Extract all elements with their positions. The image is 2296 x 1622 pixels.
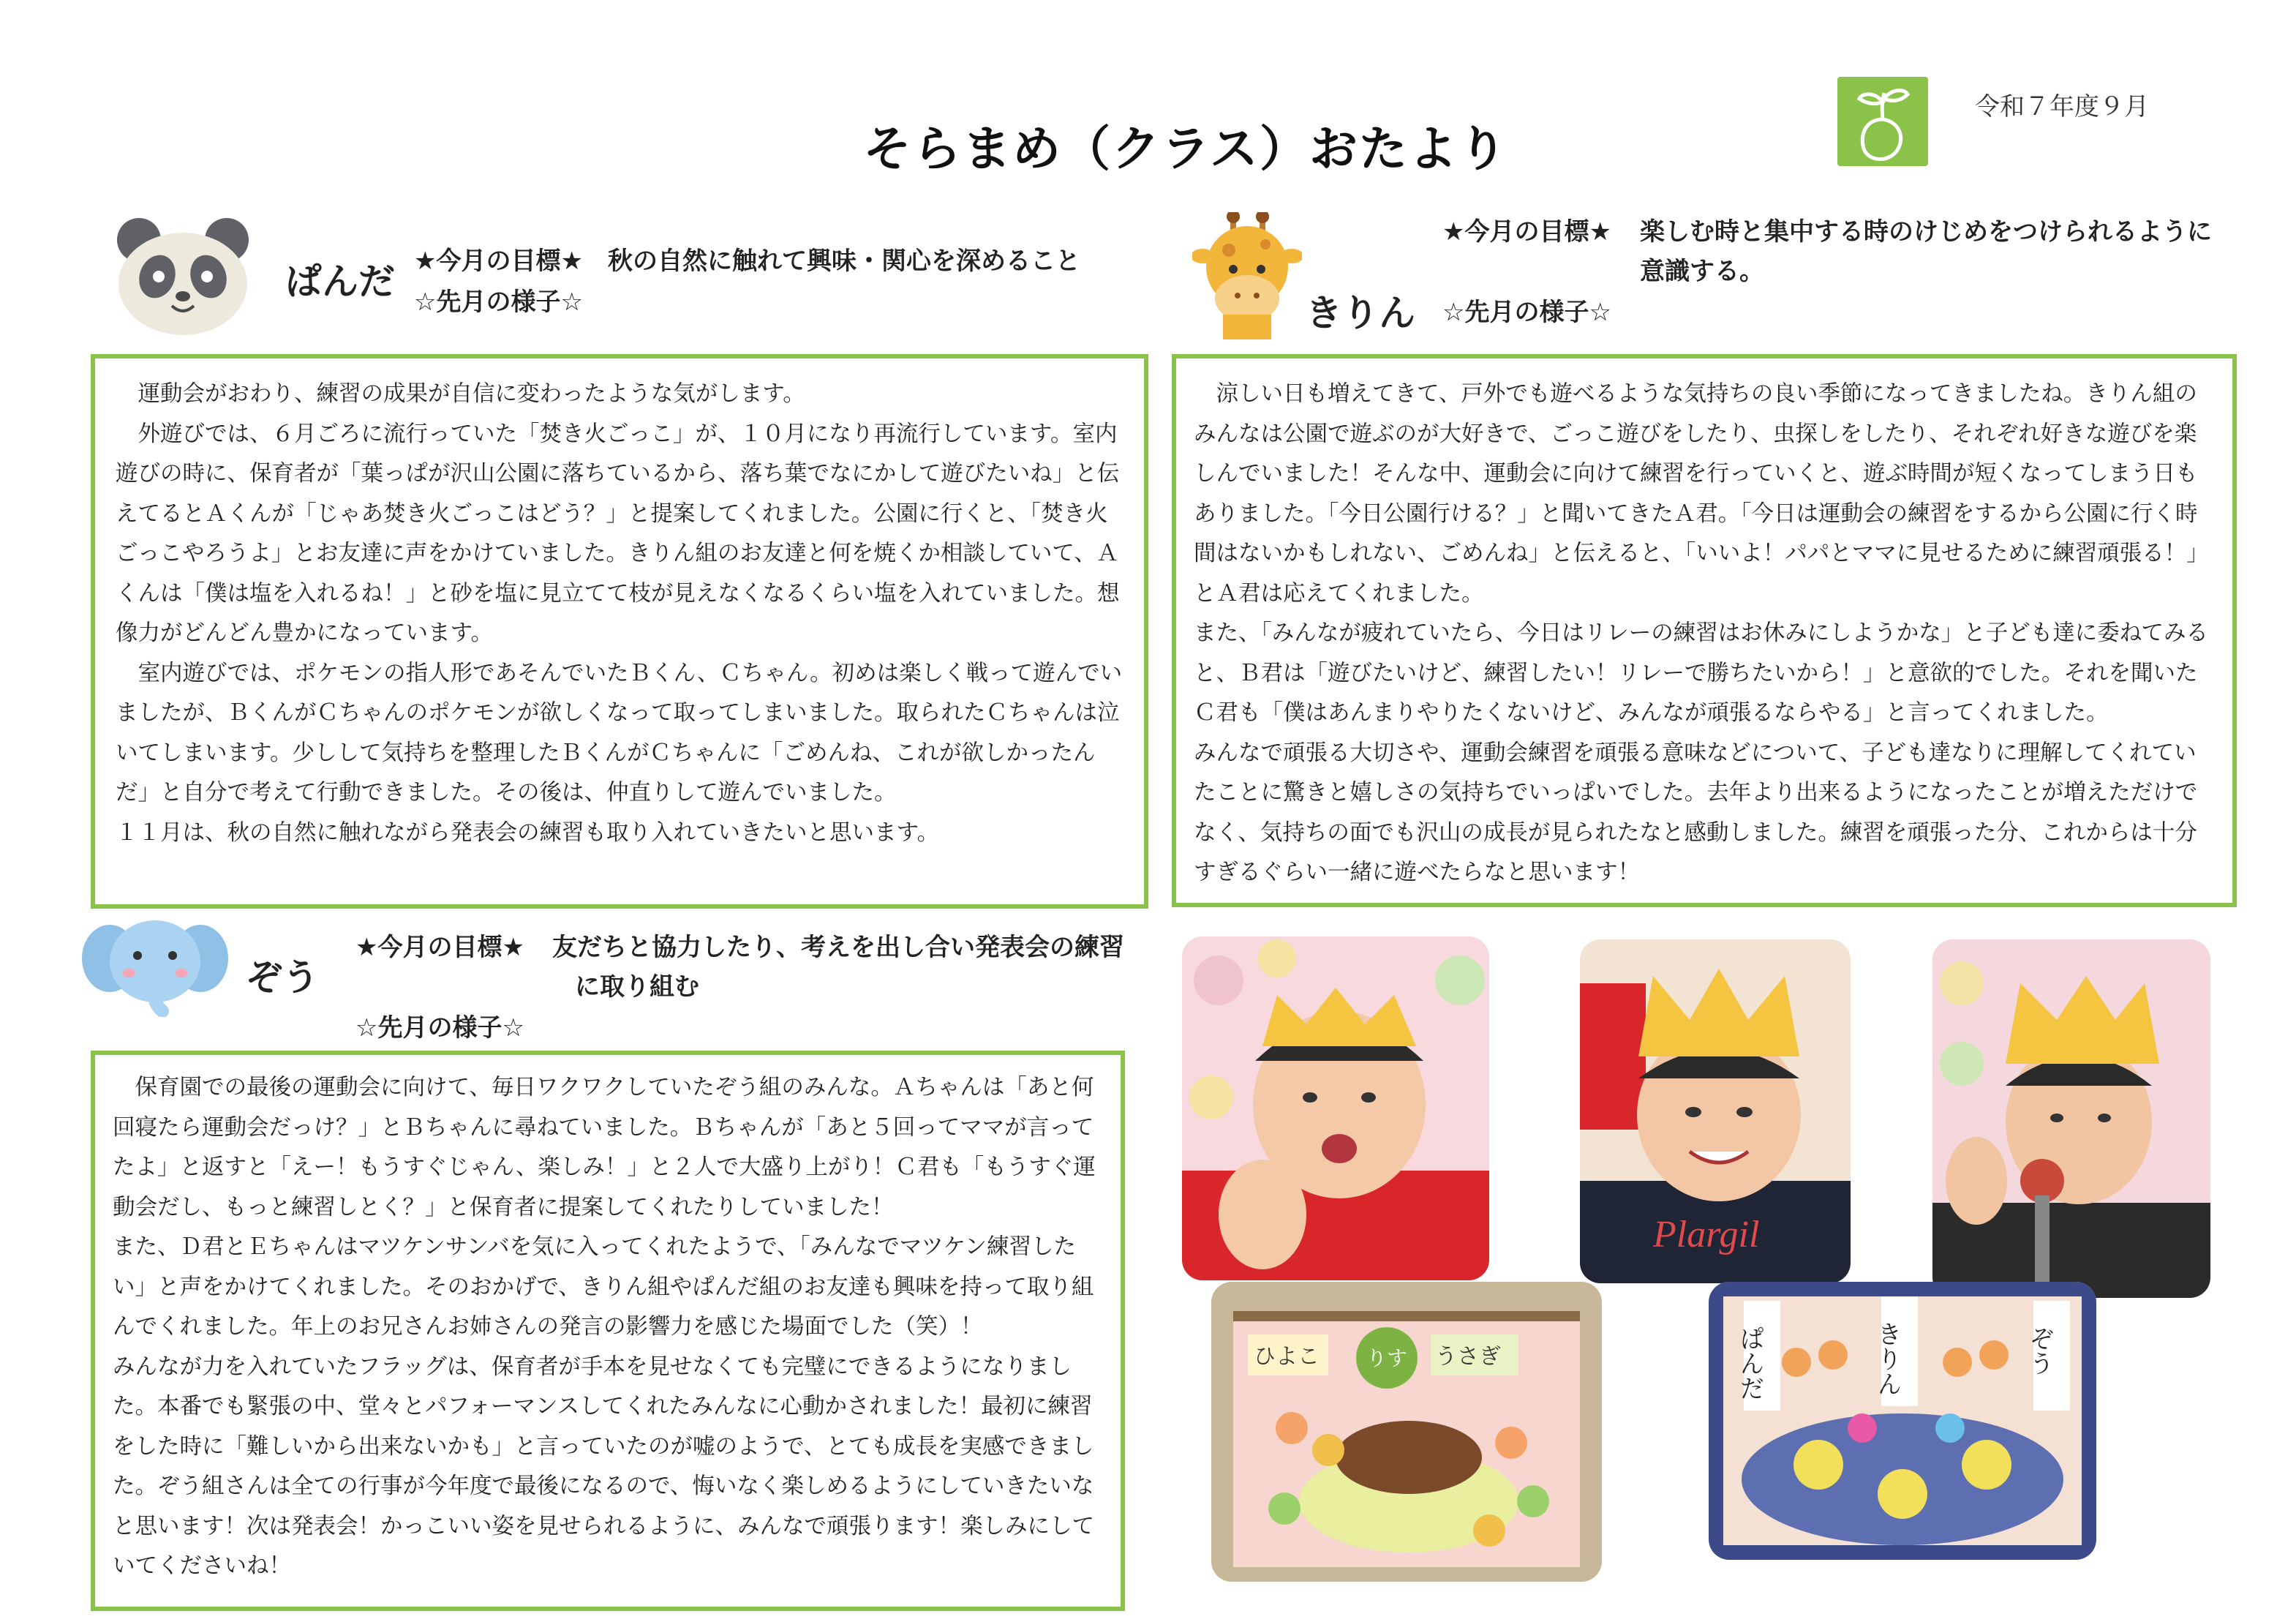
- kirin-goal-line1: 楽しむ時と集中する時のけじめをつけられるように: [1640, 217, 2212, 247]
- zou-report-box: [91, 1051, 1125, 1611]
- board-sign-kirin: きりん: [1872, 1321, 1902, 1396]
- panda-class-name: ぱんだ: [285, 260, 395, 303]
- class-logo: [1837, 77, 1928, 166]
- kirin-goal-line2: 意識する。: [1640, 257, 1764, 286]
- board-sign-usagi: うさぎ: [1435, 1344, 1501, 1370]
- panda-report-box: [91, 354, 1148, 909]
- giraffe-icon: [1192, 212, 1302, 343]
- panda-report-text: 運動会がおわり、練習の成果が自信に変わったような気がします。 外遊びでは、６月ごろに流行っていた「焚き火ごっこ」が、１０月になり再流行しています。室内遊びの時に、保育者が「葉っぱが沢山公園に落ちているから、落ち葉でなにかして遊びたいね」と伝えてるとＡくんが「じゃあ焚き火ごっこはどう？」と提案してくれました。公園に行くと、「焚き火ごっこやろうよ」とお友達に声をかけていました。きりん組のお友達と何を焼くか相談していて、Ａくんは「僕は塩を入れるね！」と砂を塩に見立てて枝が見えなくなるくらい塩を入れていました。想像力がどんどん豊かになっています。 室内遊びでは、ポケモンの指人形であそんでいたＢくん、Ｃちゃん。初めは楽しく戦って遊んでいましたが、ＢくんがＣちゃんのポケモンが欲しくなって取ってしまいました。取られたＣちゃんは泣いてしまいます。少しして気持ちを整理したＢくんがＣちゃんに「ごめんね、これが欲しかったんだ」と自分で考えて行動できました。その後は、仲直りして遊んでいました。 １１月は、秋の自然に触れながら発表会の練習も取り入れていきたいと思います。: [116, 381, 1123, 846]
- zou-report-text: 保育園での最後の運動会に向けて、毎日ワクワクしていたぞう組のみんな。Ａちゃんは「あと何回寝たら運動会だっけ？」とＢちゃんに尋ねていました。Ｂちゃんが「あと５回ってママが言ってたよ」と返すと「えー！もうすぐじゃん、楽しみ！」と２人で大盛り上がり！Ｃ君も「もうすぐ運動会だし、もっと練習しとく？」と保育者に提案してくれたりしていました！ また、Ｄ君とＥちゃんはマツケンサンバを気に入ってくれたようで、「みんなでマツケン練習したい」と声をかけてくれました。そのおかげで、きりん組やぱんだ組のお友達も興味を持って取り組んでくれました。年上のお兄さんお姉さんの発言の影響力を感じた場面でした（笑）！ みんなが力を入れていたフラッグは、保育者が手本を見せなくても完璧にできるようになりました。本番でも緊張の中、堂々とパフォーマンスしてくれたみんなに心動かされました！最初に練習をした時に「難しいから出来ないかも」と言っていたのが嘘のようで、とても成長を実感できました。ぞう組さんは全ての行事が今年度で最後になるので、悔いなく楽しめるようにしていきたいなと思います！次は発表会！かっこいい姿を見せられるように、みんなで頑張ります！楽しみにしていてくださいね！: [113, 1075, 1096, 1579]
- board-sign-panda: ぱんだ: [1735, 1326, 1764, 1400]
- page-title: そらまめ（クラス）おたより: [863, 121, 1509, 177]
- kirin-last-month-heading: ☆先月の様子☆: [1442, 298, 1611, 327]
- zou-goal-label: ★今月の目標★: [355, 933, 524, 962]
- photo-child-crown-2: [1580, 939, 1851, 1283]
- issue-date: 令和７年度９月: [1975, 92, 2149, 121]
- zou-last-month-heading: ☆先月の様子☆: [355, 1013, 524, 1043]
- board-sign-risu: りす: [1366, 1346, 1408, 1370]
- panda-goal: ★今月の目標★ 秋の自然に触れて興味・関心を深めること: [414, 247, 1080, 276]
- photo-child-crown-1: [1182, 936, 1489, 1280]
- kirin-report-text: 涼しい日も増えてきて、戸外でも遊べるような気持ちの良い季節になってきましたね。きりん組のみんなは公園で遊ぶのが大好きで、ごっこ遊びをしたり、虫探しをしたり、それぞれ好きな遊びを楽しんでいました！そんな中、運動会に向けて練習を行っていくと、遊ぶ時間が短くなってしまう日もありました。「今日公園行ける？」と聞いてきたＡ君。「今日は運動会の練習をするから公園に行く時間はないかもしれない、ごめんね」と伝えると、「いいよ！パパとママに見せるために練習頑張る！」とＡ君は応えてくれました。 また、「みんなが疲れていたら、今日はリレーの練習はお休みにしようかな」と子ども達に委ねてみると、Ｂ君は「遊びたいけど、練習したい！リレーで勝ちたいから！」と意欲的でした。それを聞いたＣ君も「僕はあんまりやりたくないけど、みんなが頑張るならやる」と言ってくれました。 みんなで頑張る大切さや、運動会練習を頑張る意味などについて、子ども達なりに理解してくれていたことに驚きと嬉しさの気持ちでいっぱいでした。去年より出来るようになったことが増えただけでなく、気持ちの面でも沢山の成長が見られたなと感動しました。練習を頑張った分、これからは十分すぎるぐらい一緒に遊べたらなと思います！: [1194, 381, 2209, 885]
- board-sign-hiyoko: ひよこ: [1254, 1344, 1320, 1370]
- kirin-goal-label: ★今月の目標★: [1442, 217, 1611, 247]
- elephant-icon: [82, 915, 228, 1020]
- bean-sprout-icon: [1837, 77, 1928, 166]
- zou-goal-line2: に取り組む: [575, 972, 699, 1002]
- photo-child-microphone: [1932, 939, 2210, 1298]
- board-sign-zou: ぞう: [2025, 1326, 2054, 1375]
- panda-icon: [113, 212, 252, 339]
- zou-goal-line1: 友だちと協力したり、考えを出し合い発表会の練習: [552, 933, 1124, 962]
- photo-class-board-1: [1211, 1282, 1602, 1582]
- panda-last-month-heading: ☆先月の様子☆: [414, 288, 583, 317]
- kirin-report-box: [1172, 354, 2237, 907]
- kirin-class-name: きりん: [1306, 292, 1415, 334]
- zou-class-name: ぞう: [246, 956, 319, 999]
- photo-class-board-2: [1709, 1282, 2096, 1560]
- shirt-logo-text: Plargil: [1653, 1214, 1760, 1255]
